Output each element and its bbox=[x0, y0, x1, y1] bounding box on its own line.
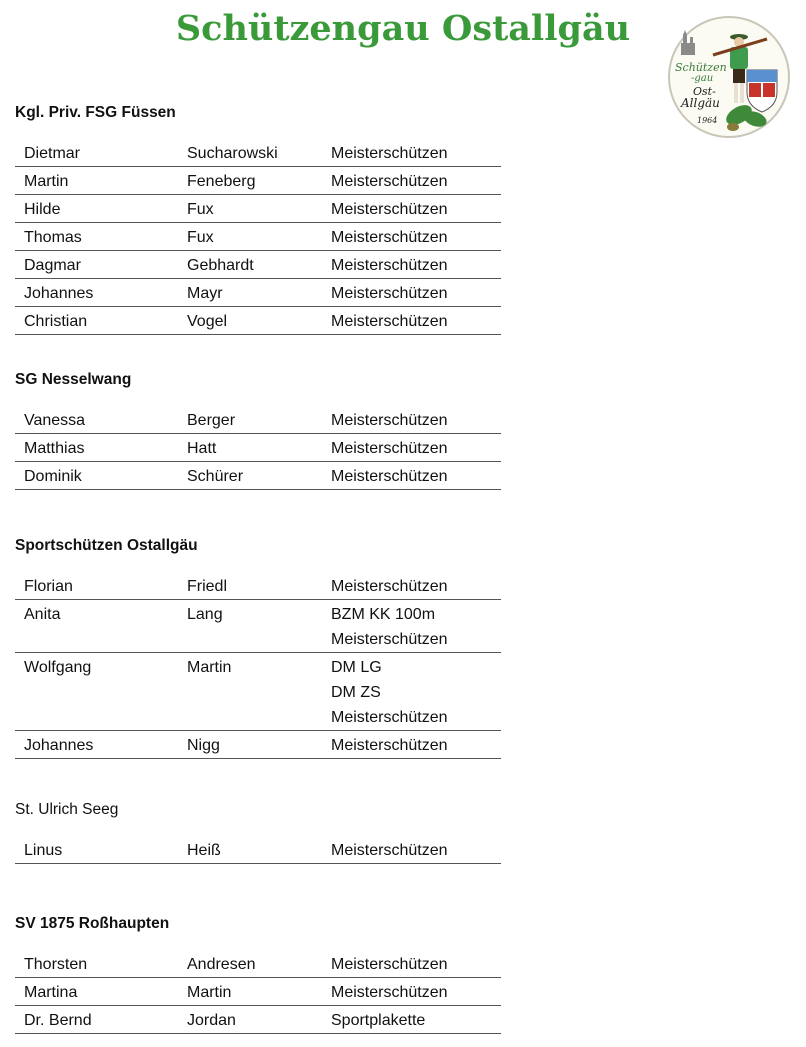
table-row: Linus Heiß Meisterschützen bbox=[15, 836, 501, 864]
section-st-ulrich-seeg bbox=[15, 798, 501, 864]
schuetzengau-logo bbox=[667, 15, 791, 139]
table-row: Thomas Fux Meisterschützen bbox=[15, 223, 501, 251]
section-heading: SV 1875 Roßhaupten bbox=[15, 915, 170, 932]
svg-text:Ost-: Ost- bbox=[693, 85, 716, 98]
table-row: Florian Friedl Meisterschützen bbox=[15, 572, 501, 600]
section-sv-rosshaupten bbox=[15, 912, 501, 1034]
section-heading: St. Ulrich Seeg bbox=[15, 801, 119, 818]
section-fsg-fuessen bbox=[15, 101, 501, 335]
table-row: Dr. Bernd Jordan Sportplakette bbox=[15, 1006, 501, 1034]
members-table bbox=[15, 572, 501, 759]
table-row: Thorsten Andresen Meisterschützen bbox=[15, 950, 501, 978]
section-sg-nesselwang bbox=[15, 368, 501, 490]
page-title: Schützengau Ostallgäu bbox=[175, 8, 631, 49]
svg-text:-gau: -gau bbox=[691, 73, 714, 84]
section-heading: Kgl. Priv. FSG Füssen bbox=[15, 104, 176, 121]
table-row: Dominik Schürer Meisterschützen bbox=[15, 462, 501, 490]
table-row: Johannes Mayr Meisterschützen bbox=[15, 279, 501, 307]
table-row: Martin Feneberg Meisterschützen bbox=[15, 167, 501, 195]
table-row: Johannes Nigg Meisterschützen bbox=[15, 731, 501, 759]
table-row: Anita Lang BZM KK 100m Meisterschützen bbox=[15, 600, 501, 653]
svg-text:1964: 1964 bbox=[697, 116, 718, 125]
table-row: Dagmar Gebhardt Meisterschützen bbox=[15, 251, 501, 279]
svg-text:Schützen: Schützen bbox=[675, 61, 727, 74]
section-heading: SG Nesselwang bbox=[15, 371, 132, 388]
members-table bbox=[15, 836, 501, 864]
members-table bbox=[15, 139, 501, 335]
svg-text:Allgäu: Allgäu bbox=[681, 96, 720, 110]
table-row: Dietmar Sucharowski Meisterschützen bbox=[15, 139, 501, 167]
table-row: Hilde Fux Meisterschützen bbox=[15, 195, 501, 223]
members-table bbox=[15, 406, 501, 490]
members-table bbox=[15, 950, 501, 1034]
table-row: Vanessa Berger Meisterschützen bbox=[15, 406, 501, 434]
table-row: Christian Vogel Meisterschützen bbox=[15, 307, 501, 335]
section-heading: Sportschützen Ostallgäu bbox=[15, 537, 198, 554]
table-row: Martina Martin Meisterschützen bbox=[15, 978, 501, 1006]
coat-of-arms-icon bbox=[747, 70, 777, 112]
table-row: Matthias Hatt Meisterschützen bbox=[15, 434, 501, 462]
section-sportschuetzen-ostallgaeu bbox=[15, 534, 501, 759]
table-row: Wolfgang Martin DM LG DM ZS Meisterschützen bbox=[15, 653, 501, 731]
